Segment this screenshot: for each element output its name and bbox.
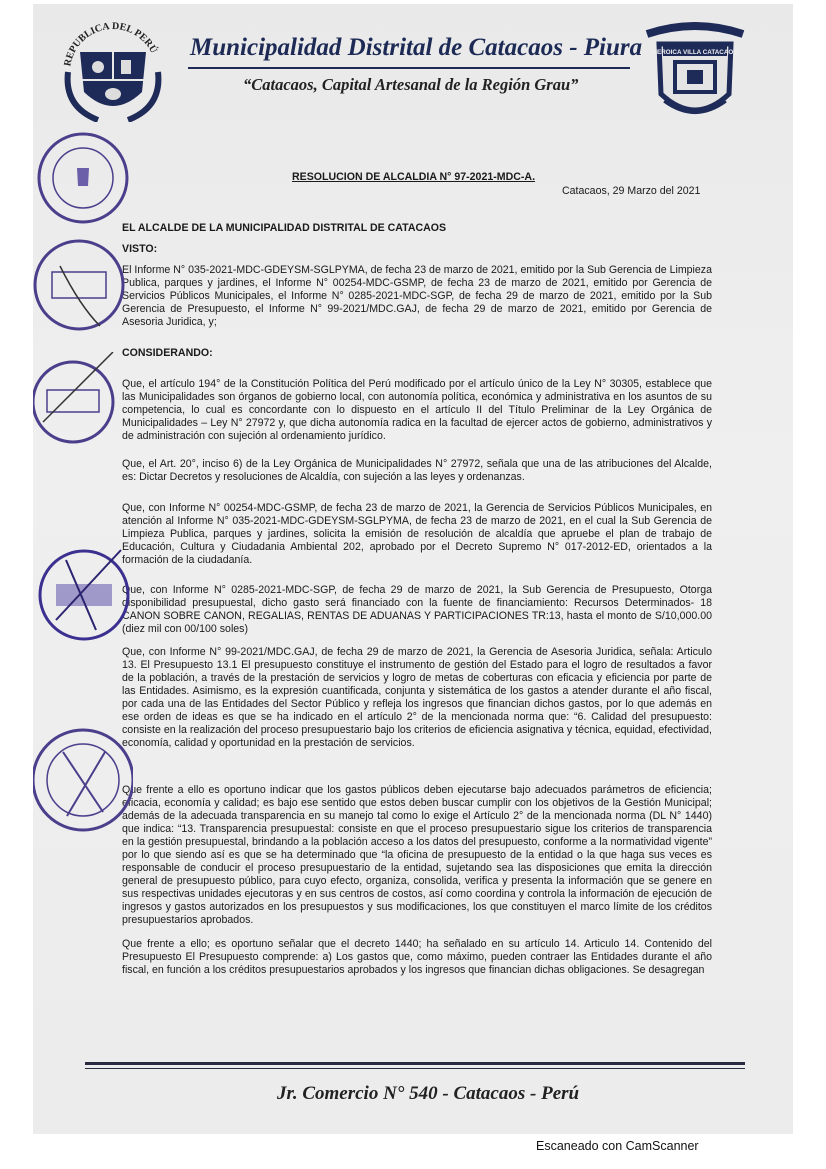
resolution-title: RESOLUCION DE ALCALDIA N° 97-2021-MDC-A. (292, 171, 536, 183)
peru-coat-of-arms-seal (58, 12, 168, 122)
catacaos-crest (643, 22, 747, 127)
municipality-slogan: “Catacaos, Capital Artesanal de la Región Grau” (243, 75, 579, 94)
secretaria-general-stamp (30, 236, 128, 334)
footer-rule-thin (85, 1068, 745, 1069)
alcaldia-stamp (33, 128, 133, 228)
considerando-paragraph-7: Que frente a ello; es oportuno señalar que el decreto 1440; ha señalado en su artículo 14. Articulo 14. Contenido del Presupuesto El Presupuesto comprende: a) Los gastos que, como máximo, pueden contraer las Entidades durante el año fiscal, en función a los créditos presupuestarios aprobados y los ingresos que financian dichas obligaciones. Se desagregan (122, 938, 712, 976)
gerencia-municipal-stamp (33, 352, 115, 452)
footer-rule-thick (85, 1062, 745, 1065)
considerando-paragraph-1: Que, el artículo 194° de la Constitución Política del Perú modificado por el artículo único de la Ley N° 30305, establece que las Municipalidades son órganos de gobierno local, con autonomía política, económica y administrativa en los asuntos de su competencia, lo cual es concordante con lo dispuesto en el artículo II del Título Preliminar de la Ley Orgánica de Municipalidades – Ley N° 27972 y, que dicha autonomía radica en la facultad de ejercer actos de gobierno, administrativos y de administración con sujeción al ordenamiento jurídico. (122, 378, 712, 442)
title-underline (188, 67, 630, 69)
considerando-paragraph-2: Que, el Art. 20°, inciso 6) de la Ley Orgánica de Municipalidades N° 27972, señala que una de las atribuciones del Alcalde, es: Dictar Decretos y resoluciones de Alcaldía, con sujeción a las leyes y ordenanzas. (122, 458, 712, 483)
visto-paragraph: El Informe N° 035-2021-MDC-GDEYSM-SGLPYMA, de fecha 23 de marzo de 2021, emitido por la Sub Gerencia de Limpieza Publica, parques y jardines, el Informe N° 00254-MDC-GSMP, de fecha 23 de marzo de 2021, emitido por Gerencia de Servicios Públicos Municipales, el Informe N° 0285-2021-MDC-SGP, de fecha 29 de marzo de 2021, emitido por la Sub Gerencia de Presupuesto, el Informe N° 99-2021/MDC.GAJ, de fecha 29 de marzo de 2021, emitido por Gerencia de Asesoria Juridica, y; (122, 264, 712, 328)
right-crest-text: HEROICA VILLA CATACAOS (652, 49, 738, 56)
scanner-watermark: Escaneado con CamScanner (536, 1139, 699, 1153)
sub-gerencia-stamp (33, 712, 133, 848)
issuing-authority: EL ALCALDE DE LA MUNICIPALIDAD DISTRITAL DE CATACAOS (122, 222, 447, 234)
considerando-paragraph-5: Que, con Informe N° 99-2021/MDC.GAJ, de fecha 29 de marzo de 2021, la Gerencia de Asesoria Juridica, señala: Articulo 13. El Presupuesto 13.1 El presupuesto constituye el instrumento de gestión del Estado para el logro de resultados a favor de la población, a través de la prestación de servicios y logro de metas de coberturas con eficacia y eficiencia por parte de las Entidades. Asimismo, es la expresión cuantificada, conjunta y sistemática de los gastos a atender durante el año fiscal, por cada una de las Entidades del Sector Público y refleja los ingresos que financian dichos gastos, por lo que además en ese orden de ideas es que se ha indicado en el artículo 2° de la mencionada norma que: “6. Calidad del presupuesto: consiste en la realización del proceso presupuestario bajo los criterios de eficiencia asignativa y técnica, equidad, efectividad, economía, calidad y oportunidad en la prestación de servicios. (122, 646, 712, 749)
considerando-paragraph-6: Que frente a ello es oportuno indicar que los gastos públicos deben ejecutarse bajo adecuados parámetros de eficiencia; eficacia, economía y calidad; es bajo ese sentido que estos deben buscar cumplir con los objetivos de la Gestión Municipal; además de la adecuada transparencia en su manejo tal como lo exige el Artículo 2° de la mencionada norma (DL N° 1440) que indica: “13. Transparencia presupuestal: consiste en que el proceso presupuestario sigue los criterios de transparencia en la gestión presupuestal, brindando a la población acceso a los datos del presupuesto, conforme a la normatividad vigente” por lo que siendo así es que se ha determinado que “la oficina de presupuesto de la entidad o la que haga sus veces es responsable de conducir el proceso presupuestario de la entidad, sujetando sea las disposiciones que emita la dirección general de presupuesto público, para cuyo efecto, organiza, consolida, verifica y presenta la información que se genere en sus respectivas unidades ejecutoras y en sus centros de costos, así como coordina y controla la información de ejecución de ingresos y gastos autorizados en los presupuestos y sus modificaciones, los que constituyen el marco límite de los créditos presupuestarios aprobados. (122, 784, 712, 926)
considerando-paragraph-4: Que, con Informe N° 0285-2021-MDC-SGP, de fecha 29 de marzo de 2021, la Sub Gerencia de Presupuesto, Otorga disponibilidad presupuestal, dicho gasto será financiado con la fuente de financiamiento: Recursos Determinados- 18 CANON SOBRE CANON, REGALIAS, RENTAS DE ADUANAS Y PARTICIPACIONES TR:13, hasta el monto de S/10,000.00 (diez mil con 00/100 soles) (122, 584, 712, 635)
footer-address: Jr. Comercio N° 540 - Catacaos - Perú (277, 1083, 580, 1104)
considerando-heading: CONSIDERANDO: (122, 347, 213, 359)
considerando-paragraph-3: Que, con Informe N° 00254-MDC-GSMP, de fecha 23 de marzo de 2021, la Gerencia de Servicios Públicos Municipales, en atención al Informe N° 035-2021-MDC-GDEYSM-SGLPYMA, de fecha 23 de marzo de 2021, en el cual la Sub Gerencia de Limpieza Publica, parques y jardines, solicita la emisión de resolución de alcaldía que apruebe el plan de trabajo de Educación, Cultura y Ciudadania Ambiental 202, aprobado por el Decreto Supremo N° 017-2012-ED, orientados a la formación de la ciudadanía. (122, 502, 712, 566)
municipality-title: Municipalidad Distrital de Catacaos - Piura (190, 34, 643, 61)
presupuesto-stamp (36, 540, 132, 650)
left-seal-text: REPUBLICA DEL PERÚ (62, 20, 160, 68)
visto-heading: VISTO: (122, 243, 158, 255)
document-date: Catacaos, 29 Marzo del 2021 (562, 185, 701, 197)
